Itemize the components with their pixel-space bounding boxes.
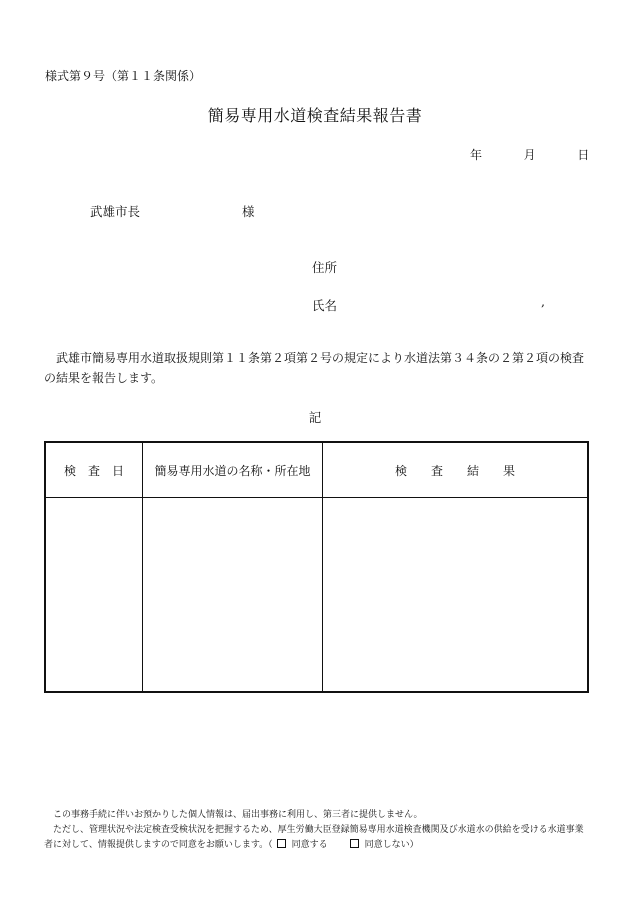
header-inspection-result: 検 査 結 果 [323,442,589,498]
date-day-label: 日 [577,148,590,162]
date-line [470,146,589,163]
ki-heading: 記 [308,410,322,425]
disagree-checkbox[interactable] [350,839,359,848]
disagree-label: 同意しない） [364,840,419,850]
document-title: 簡易専用水道検査結果報告書 [207,106,423,125]
header-inspection-date: 検 査 日 [45,442,143,498]
address-label: 住所 [312,260,338,275]
cell-facility-name-location[interactable] [143,498,323,693]
cell-inspection-result[interactable] [323,498,589,693]
notice-line-2 [44,823,592,853]
form-number: 様式第９号（第１１条関係） [45,69,202,83]
notice-line-2-text: ただし、管理状況や法定検査受検状況を把握するため、厚生労働大臣登録簡易専用水道検査機関及び水道水の供給を受ける水道事業者に対して、情報提供しますので同意をお願いします。（ [44,825,584,850]
name-mark: , [541,294,545,309]
inspection-result-table [44,441,589,693]
notice-line-1: この事務手続に伴いお預かりした個人情報は、届出事務に利用し、第三者に提供しません。 [53,810,423,820]
header-facility-name-location: 簡易専用水道の名称・所在地 [143,442,323,498]
body-text: 武雄市簡易専用水道取扱規則第１１条第２項第２号の規定により水道法第３４条の２第２項の検査の結果を報告します。 [44,351,585,385]
table-header-row [45,442,588,498]
addressee-honorific: 様 [242,204,255,219]
date-year-label: 年 [470,148,483,162]
agree-checkbox[interactable] [277,839,286,848]
privacy-notice [44,808,592,853]
cell-inspection-date[interactable] [45,498,143,693]
table-row [45,498,588,693]
agree-label: 同意する [291,840,328,850]
date-month-label: 月 [523,148,536,162]
name-label: 氏名 [312,298,338,313]
addressee-recipient: 武雄市長 [90,204,141,219]
